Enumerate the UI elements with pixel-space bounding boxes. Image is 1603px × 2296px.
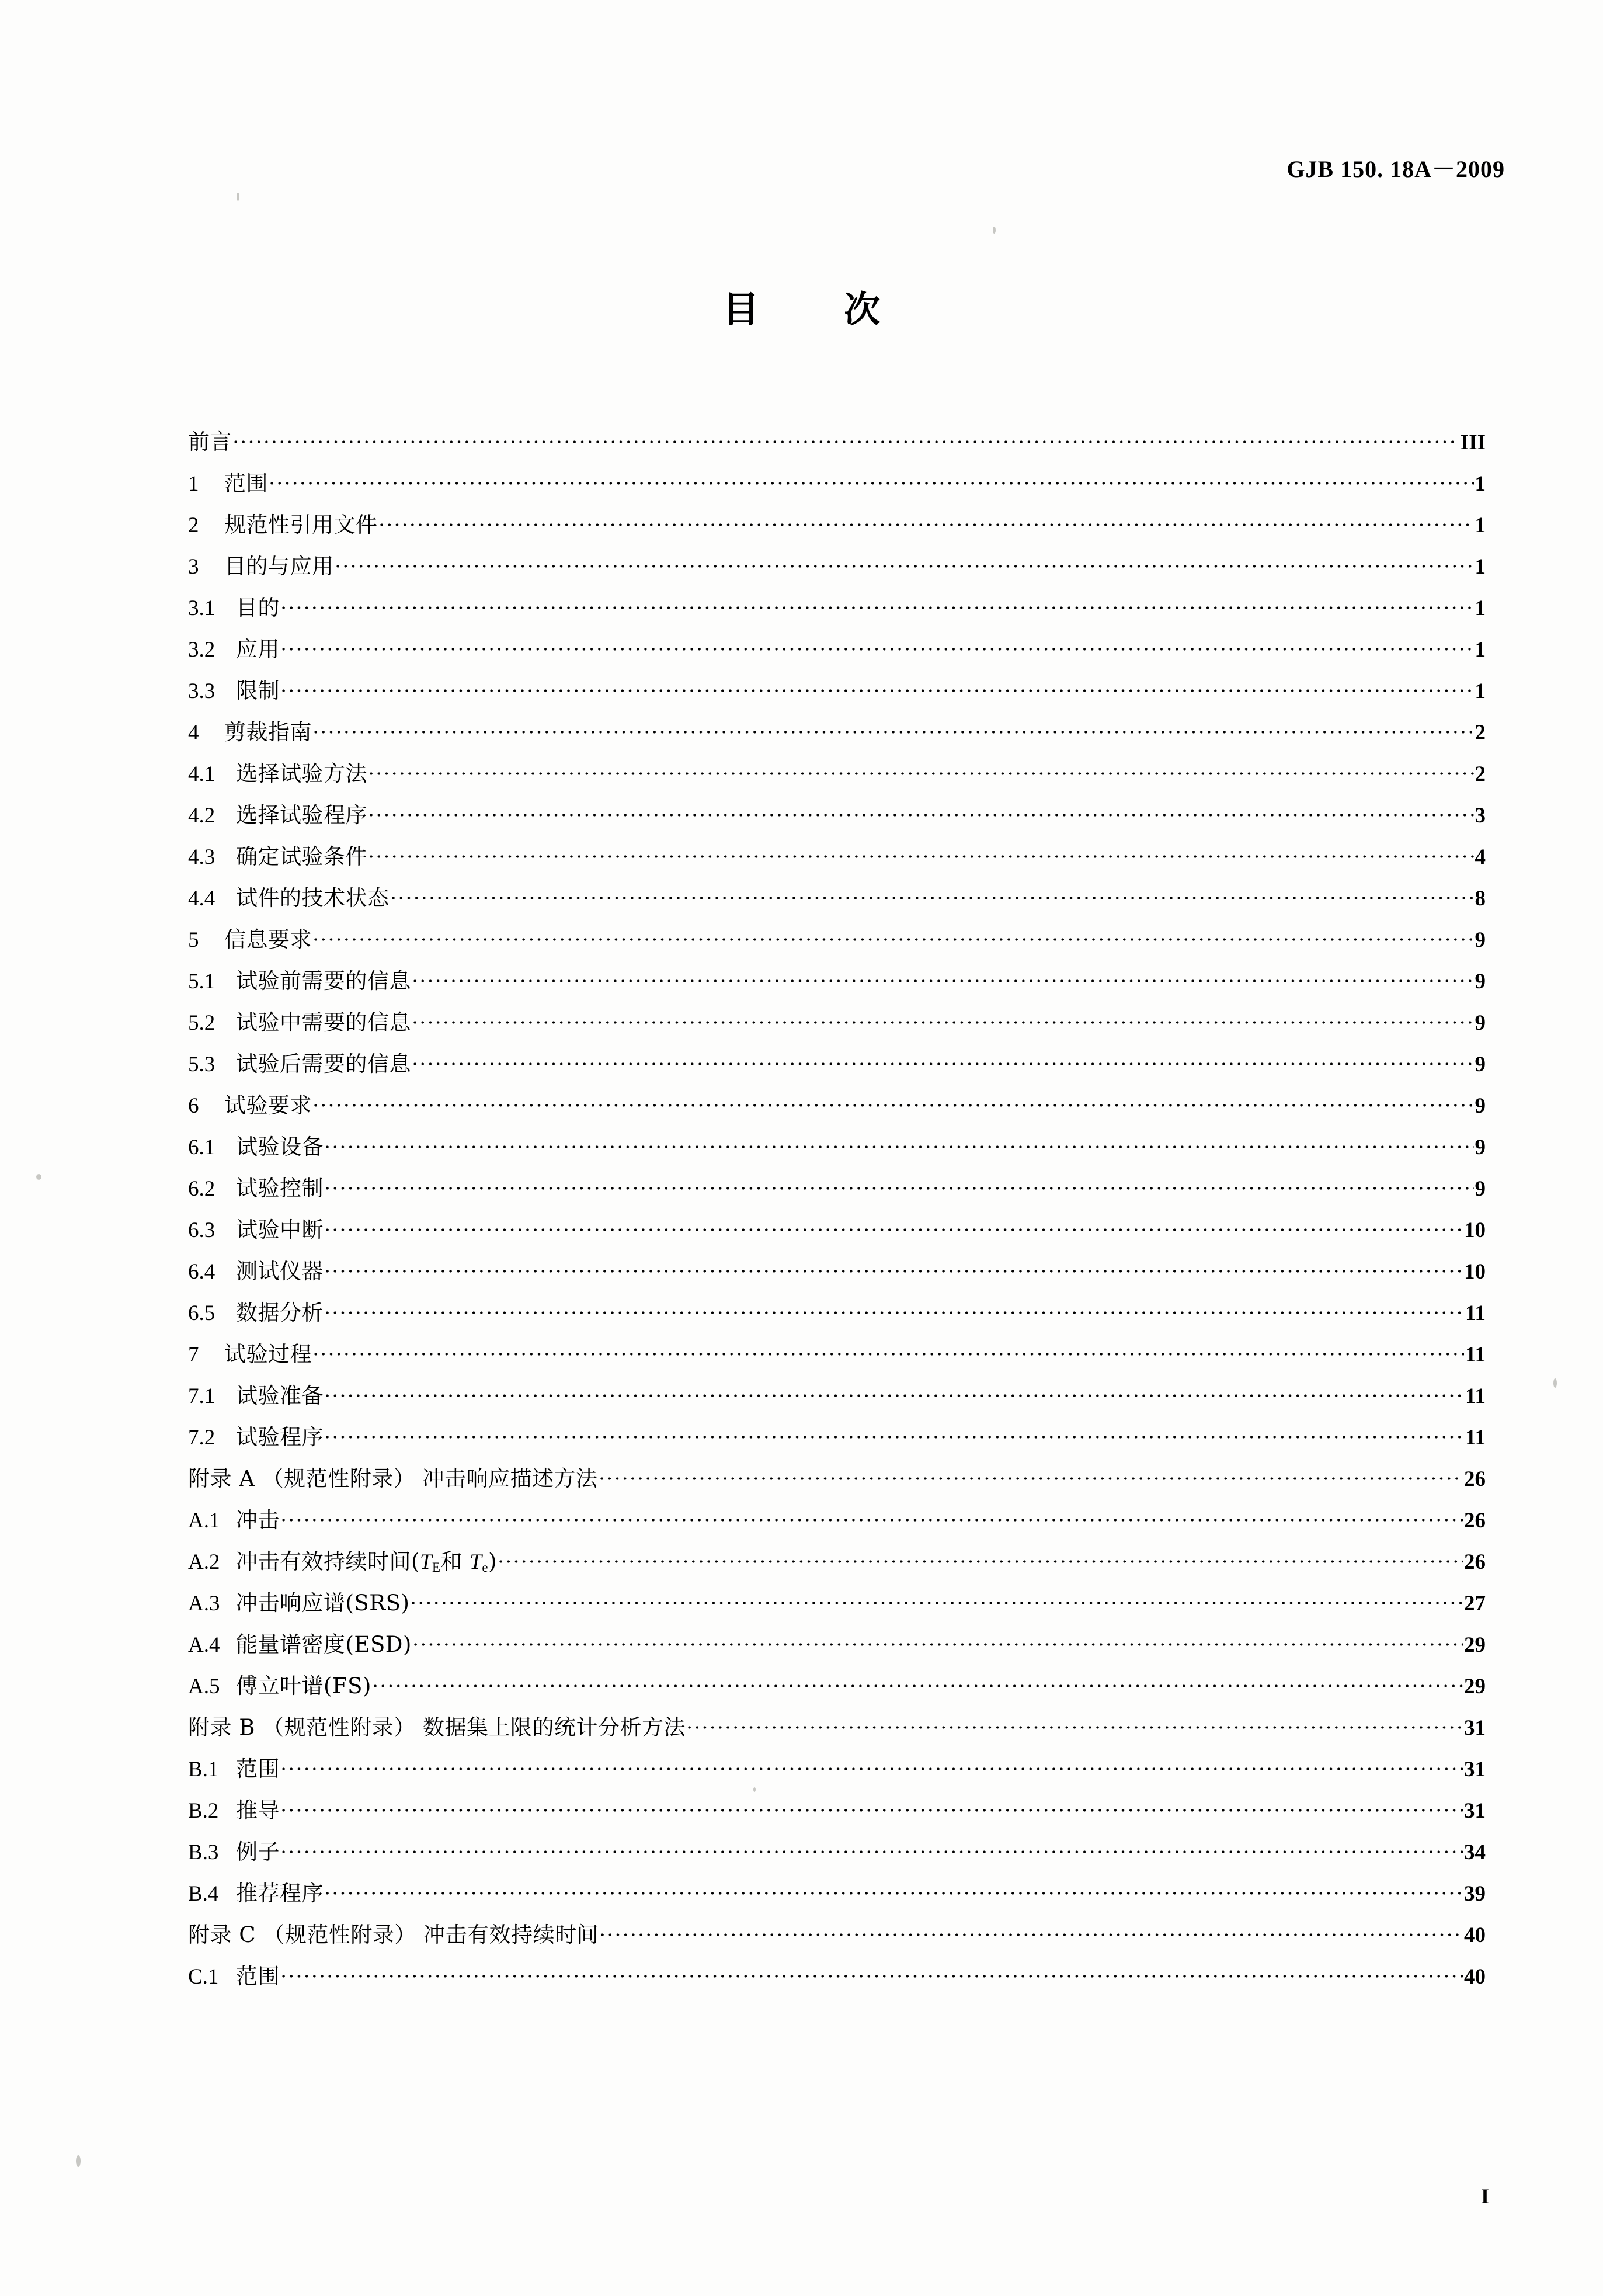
toc-entry-label: 试验准备 bbox=[236, 1383, 324, 1408]
standard-number-header: GJB 150. 18A－2009 bbox=[1286, 156, 1505, 182]
toc-entry[interactable] bbox=[188, 1585, 1486, 1627]
toc-entry[interactable] bbox=[188, 507, 1486, 548]
page-folio: I bbox=[1480, 2184, 1489, 2208]
toc-entry-label: 选择试验程序 bbox=[236, 803, 367, 828]
scan-speck bbox=[993, 227, 996, 234]
toc-leader-dots bbox=[598, 1464, 1463, 1486]
toc-entry-page-number: 40 bbox=[1464, 1923, 1486, 1947]
toc-entry[interactable] bbox=[188, 1212, 1486, 1253]
toc-entry-number: 4.2 bbox=[188, 804, 215, 828]
toc-entry[interactable] bbox=[188, 714, 1486, 756]
scan-speck bbox=[753, 1787, 756, 1792]
toc-entry[interactable] bbox=[188, 631, 1486, 673]
toc-entry-number: B.4 bbox=[188, 1882, 219, 1906]
toc-entry-label: 例子 bbox=[236, 1839, 280, 1864]
toc-entry-page-number: 34 bbox=[1464, 1840, 1486, 1864]
toc-leader-dots bbox=[324, 1215, 1463, 1237]
toc-entry-page-number: 3 bbox=[1475, 804, 1486, 828]
toc-leader-dots bbox=[390, 884, 1474, 905]
toc-entry[interactable] bbox=[188, 756, 1486, 797]
toc-entry[interactable] bbox=[188, 1834, 1486, 1875]
toc-leader-dots bbox=[324, 1879, 1463, 1901]
toc-entry[interactable] bbox=[188, 1419, 1486, 1461]
toc-entry[interactable] bbox=[188, 424, 1486, 466]
toc-entry[interactable] bbox=[188, 1793, 1486, 1834]
toc-entry-number: 6.5 bbox=[188, 1301, 215, 1325]
toc-entry[interactable] bbox=[188, 1917, 1486, 1958]
toc-entry-number: 3 bbox=[188, 555, 199, 579]
toc-entry-label: 限制 bbox=[236, 678, 280, 703]
toc-entry-number: B.3 bbox=[188, 1840, 219, 1864]
toc-entry[interactable] bbox=[188, 548, 1486, 590]
toc-entry-page-number: 11 bbox=[1465, 1426, 1486, 1450]
toc-leader-dots bbox=[268, 469, 1474, 491]
toc-entry-page-number: 11 bbox=[1465, 1301, 1486, 1325]
toc-entry-page-number: 27 bbox=[1464, 1592, 1486, 1616]
toc-entry[interactable] bbox=[188, 1544, 1486, 1585]
toc-entry-page-number: 4 bbox=[1475, 845, 1486, 869]
toc-entry-label: 范围 bbox=[224, 471, 268, 496]
toc-entry-label: 前言 bbox=[188, 429, 232, 454]
toc-leader-dots bbox=[280, 1838, 1463, 1859]
toc-entry-label: 能量谱密度(ESD) bbox=[236, 1632, 412, 1657]
toc-entry-label: 规范性引用文件 bbox=[224, 512, 378, 537]
toc-entry-label: 确定试验条件 bbox=[236, 844, 367, 869]
toc-entry-number: 4 bbox=[188, 721, 199, 745]
toc-entry-label: 剪裁指南 bbox=[224, 720, 312, 745]
toc-entry-label: 测试仪器 bbox=[236, 1259, 324, 1284]
toc-entry-label: 试验前需要的信息 bbox=[236, 968, 411, 994]
scan-speck bbox=[1553, 1378, 1557, 1388]
toc-entry-page-number: 31 bbox=[1464, 1799, 1486, 1823]
toc-entry-page-number: 10 bbox=[1464, 1218, 1486, 1242]
toc-entry[interactable] bbox=[188, 1088, 1486, 1129]
toc-entry-page-number: 9 bbox=[1475, 1135, 1486, 1159]
page-title: 目 次 bbox=[722, 288, 917, 331]
toc-leader-dots bbox=[312, 1091, 1474, 1113]
toc-leader-dots bbox=[312, 925, 1474, 947]
toc-entry-number: B.2 bbox=[188, 1799, 219, 1823]
toc-leader-dots bbox=[334, 552, 1474, 574]
toc-leader-dots bbox=[411, 1008, 1474, 1030]
toc-leader-dots bbox=[367, 801, 1474, 822]
toc-entry-label: 试验后需要的信息 bbox=[236, 1051, 411, 1076]
toc-entry-number: 6.4 bbox=[188, 1260, 215, 1284]
toc-entry[interactable] bbox=[188, 1336, 1486, 1378]
toc-entry-page-number: 29 bbox=[1464, 1675, 1486, 1698]
toc-leader-dots bbox=[280, 1755, 1463, 1776]
toc-entry[interactable] bbox=[188, 1170, 1486, 1212]
toc-entry[interactable] bbox=[188, 673, 1486, 714]
toc-entry[interactable] bbox=[188, 1378, 1486, 1419]
toc-entry-page-number: 9 bbox=[1475, 1011, 1486, 1035]
toc-entry-label: 范围 bbox=[236, 1964, 280, 1989]
toc-entry-label: 附录 A （规范性附录） 冲击响应描述方法 bbox=[188, 1466, 598, 1491]
toc-entry-label: 试验中断 bbox=[236, 1217, 324, 1242]
toc-entry[interactable] bbox=[188, 1295, 1486, 1336]
toc-leader-dots bbox=[324, 1423, 1464, 1444]
toc-leader-dots bbox=[312, 1340, 1464, 1361]
toc-entry-page-number: 29 bbox=[1464, 1633, 1486, 1657]
toc-entry[interactable] bbox=[188, 1129, 1486, 1170]
toc-entry-page-number: 1 bbox=[1475, 679, 1486, 703]
toc-leader-dots bbox=[409, 1589, 1463, 1610]
toc-entry-page-number: 2 bbox=[1475, 762, 1486, 786]
toc-entry-number: 6 bbox=[188, 1094, 199, 1118]
toc-entry-number: A.5 bbox=[188, 1675, 220, 1698]
toc-entry-number: 7.2 bbox=[188, 1426, 215, 1450]
toc-entry-label: 选择试验方法 bbox=[236, 761, 367, 786]
toc-entry-page-number: 40 bbox=[1464, 1965, 1486, 1989]
toc-entry-number: 6.1 bbox=[188, 1135, 215, 1159]
toc-leader-dots bbox=[324, 1298, 1464, 1320]
toc-entry-number: 3.1 bbox=[188, 596, 215, 620]
toc-leader-dots bbox=[280, 676, 1474, 698]
toc-entry-label: 推荐程序 bbox=[236, 1881, 324, 1906]
toc-entry-page-number: 2 bbox=[1475, 721, 1486, 745]
scan-speck bbox=[36, 1174, 41, 1180]
toc-entry-number: 4.3 bbox=[188, 845, 215, 869]
toc-entry-page-number: 1 bbox=[1475, 513, 1486, 537]
toc-entry[interactable] bbox=[188, 797, 1486, 839]
toc-entry[interactable] bbox=[188, 1875, 1486, 1917]
toc-entry-number: A.3 bbox=[188, 1592, 220, 1616]
toc-entry-page-number: 9 bbox=[1475, 928, 1486, 952]
toc-entry-number: A.1 bbox=[188, 1509, 220, 1533]
toc-leader-dots bbox=[686, 1713, 1463, 1735]
toc-entry-number: 7.1 bbox=[188, 1384, 215, 1408]
toc-entry-page-number: 9 bbox=[1475, 1053, 1486, 1076]
toc-entry-label: 附录 B （规范性附录） 数据集上限的统计分析方法 bbox=[188, 1715, 686, 1740]
toc-entry-page-number: 1 bbox=[1475, 472, 1486, 496]
toc-entry-page-number: 10 bbox=[1464, 1260, 1486, 1284]
toc-entry[interactable] bbox=[188, 1253, 1486, 1295]
toc-entry-page-number: 26 bbox=[1464, 1509, 1486, 1533]
toc-entry-label: 数据分析 bbox=[236, 1300, 324, 1325]
toc-leader-dots bbox=[324, 1133, 1474, 1154]
toc-entry-label: 目的 bbox=[236, 595, 280, 620]
toc-leader-dots bbox=[324, 1174, 1474, 1196]
toc-entry-label: 目的与应用 bbox=[224, 554, 334, 579]
toc-entry-number: 5.2 bbox=[188, 1011, 215, 1035]
toc-leader-dots bbox=[497, 1547, 1463, 1569]
toc-entry-label: 傅立叶谱(FS) bbox=[236, 1673, 371, 1698]
toc-entry-number: 5 bbox=[188, 928, 199, 952]
toc-entry-number: 5.1 bbox=[188, 970, 215, 994]
toc-leader-dots bbox=[412, 1630, 1463, 1652]
toc-entry[interactable] bbox=[188, 1627, 1486, 1668]
toc-leader-dots bbox=[280, 1506, 1463, 1527]
toc-entry-page-number: 31 bbox=[1464, 1716, 1486, 1740]
toc-entry-page-number: 39 bbox=[1464, 1882, 1486, 1906]
toc-leader-dots bbox=[280, 593, 1474, 615]
toc-entry-label: 试验过程 bbox=[224, 1342, 312, 1367]
toc-entry-page-number: 1 bbox=[1475, 638, 1486, 662]
toc-entry-label: 范围 bbox=[236, 1756, 280, 1781]
toc-entry-label: 试验要求 bbox=[224, 1093, 312, 1118]
toc-entry[interactable] bbox=[188, 1502, 1486, 1544]
toc-entry-number: A.4 bbox=[188, 1633, 220, 1657]
toc-entry[interactable] bbox=[188, 1710, 1486, 1751]
toc-entry-label: 冲击响应谱(SRS) bbox=[236, 1590, 410, 1616]
toc-entry-page-number: 9 bbox=[1475, 970, 1486, 994]
toc-entry-number: B.1 bbox=[188, 1757, 219, 1781]
toc-entry[interactable] bbox=[188, 880, 1486, 922]
toc-leader-dots bbox=[312, 718, 1474, 739]
toc-entry-page-number: 11 bbox=[1465, 1343, 1486, 1367]
toc-entry-number: 3.3 bbox=[188, 679, 215, 703]
toc-entry[interactable] bbox=[188, 1461, 1486, 1502]
toc-entry-number: 7 bbox=[188, 1343, 199, 1367]
toc-entry-label: 试验中需要的信息 bbox=[236, 1010, 411, 1035]
toc-entry-number: 4.1 bbox=[188, 762, 215, 786]
toc-leader-dots bbox=[371, 1672, 1463, 1693]
toc-leader-dots bbox=[232, 428, 1459, 449]
toc-entry-number: 1 bbox=[188, 472, 199, 496]
toc-entry[interactable] bbox=[188, 466, 1486, 507]
toc-entry-page-number: 26 bbox=[1464, 1467, 1486, 1491]
toc-entry[interactable] bbox=[188, 1005, 1486, 1046]
toc-entry-label: 冲击有效持续时间($T_E$和 $T_e$) bbox=[236, 1549, 497, 1575]
toc-leader-dots bbox=[280, 1962, 1463, 1984]
toc-leader-dots bbox=[411, 967, 1474, 988]
toc-entry-label: 应用 bbox=[236, 637, 280, 662]
toc-entry[interactable] bbox=[188, 590, 1486, 631]
toc-leader-dots bbox=[324, 1257, 1463, 1279]
toc-entry-number: 4.4 bbox=[188, 887, 215, 911]
toc-entry-page-number: 31 bbox=[1464, 1757, 1486, 1781]
toc-entry-page-number: III bbox=[1460, 430, 1486, 454]
toc-entry[interactable] bbox=[188, 1751, 1486, 1793]
toc-entry-label: 试验控制 bbox=[236, 1176, 324, 1201]
toc-entry-label: 信息要求 bbox=[224, 927, 312, 952]
scan-speck bbox=[76, 2155, 81, 2167]
toc-entry[interactable] bbox=[188, 839, 1486, 880]
toc-entry[interactable] bbox=[188, 1958, 1486, 2000]
toc-entry-label: 附录 C （规范性附录） 冲击有效持续时间 bbox=[188, 1922, 599, 1947]
toc-entry-number: 6.2 bbox=[188, 1177, 215, 1201]
toc-entry-label: 试件的技术状态 bbox=[236, 885, 390, 911]
toc-entry-label: 推导 bbox=[236, 1798, 280, 1823]
toc-entry-number: A.2 bbox=[188, 1550, 220, 1574]
toc-entry-number: 5.3 bbox=[188, 1053, 215, 1076]
toc-leader-dots bbox=[378, 510, 1474, 532]
toc-entry-label: 冲击 bbox=[236, 1507, 280, 1533]
toc-entry-number: 6.3 bbox=[188, 1218, 215, 1242]
toc-entry-page-number: 8 bbox=[1475, 887, 1486, 911]
toc-entry-number: 2 bbox=[188, 513, 199, 537]
toc-entry[interactable] bbox=[188, 1046, 1486, 1088]
toc-leader-dots bbox=[280, 1796, 1463, 1818]
toc-entry-page-number: 26 bbox=[1464, 1550, 1486, 1574]
toc-entry-number: C.1 bbox=[188, 1965, 219, 1989]
toc-entry[interactable] bbox=[188, 1668, 1486, 1710]
scan-speck bbox=[237, 193, 239, 201]
toc-leader-dots bbox=[280, 635, 1474, 657]
toc-entry[interactable] bbox=[188, 922, 1486, 963]
toc-entry-number: 3.2 bbox=[188, 638, 215, 662]
toc-entry-label: 试验程序 bbox=[236, 1425, 324, 1450]
toc-leader-dots bbox=[324, 1381, 1464, 1403]
toc-leader-dots bbox=[367, 759, 1474, 781]
toc-leader-dots bbox=[599, 1920, 1463, 1942]
table-of-contents bbox=[188, 424, 1486, 2000]
toc-leader-dots bbox=[367, 842, 1474, 864]
toc-entry-page-number: 9 bbox=[1475, 1177, 1486, 1201]
toc-entry-page-number: 1 bbox=[1475, 596, 1486, 620]
toc-entry[interactable] bbox=[188, 963, 1486, 1005]
toc-leader-dots bbox=[411, 1050, 1474, 1071]
toc-entry-page-number: 9 bbox=[1475, 1094, 1486, 1118]
toc-entry-label: 试验设备 bbox=[236, 1134, 324, 1159]
toc-entry-page-number: 1 bbox=[1475, 555, 1486, 579]
toc-entry-page-number: 11 bbox=[1465, 1384, 1486, 1408]
